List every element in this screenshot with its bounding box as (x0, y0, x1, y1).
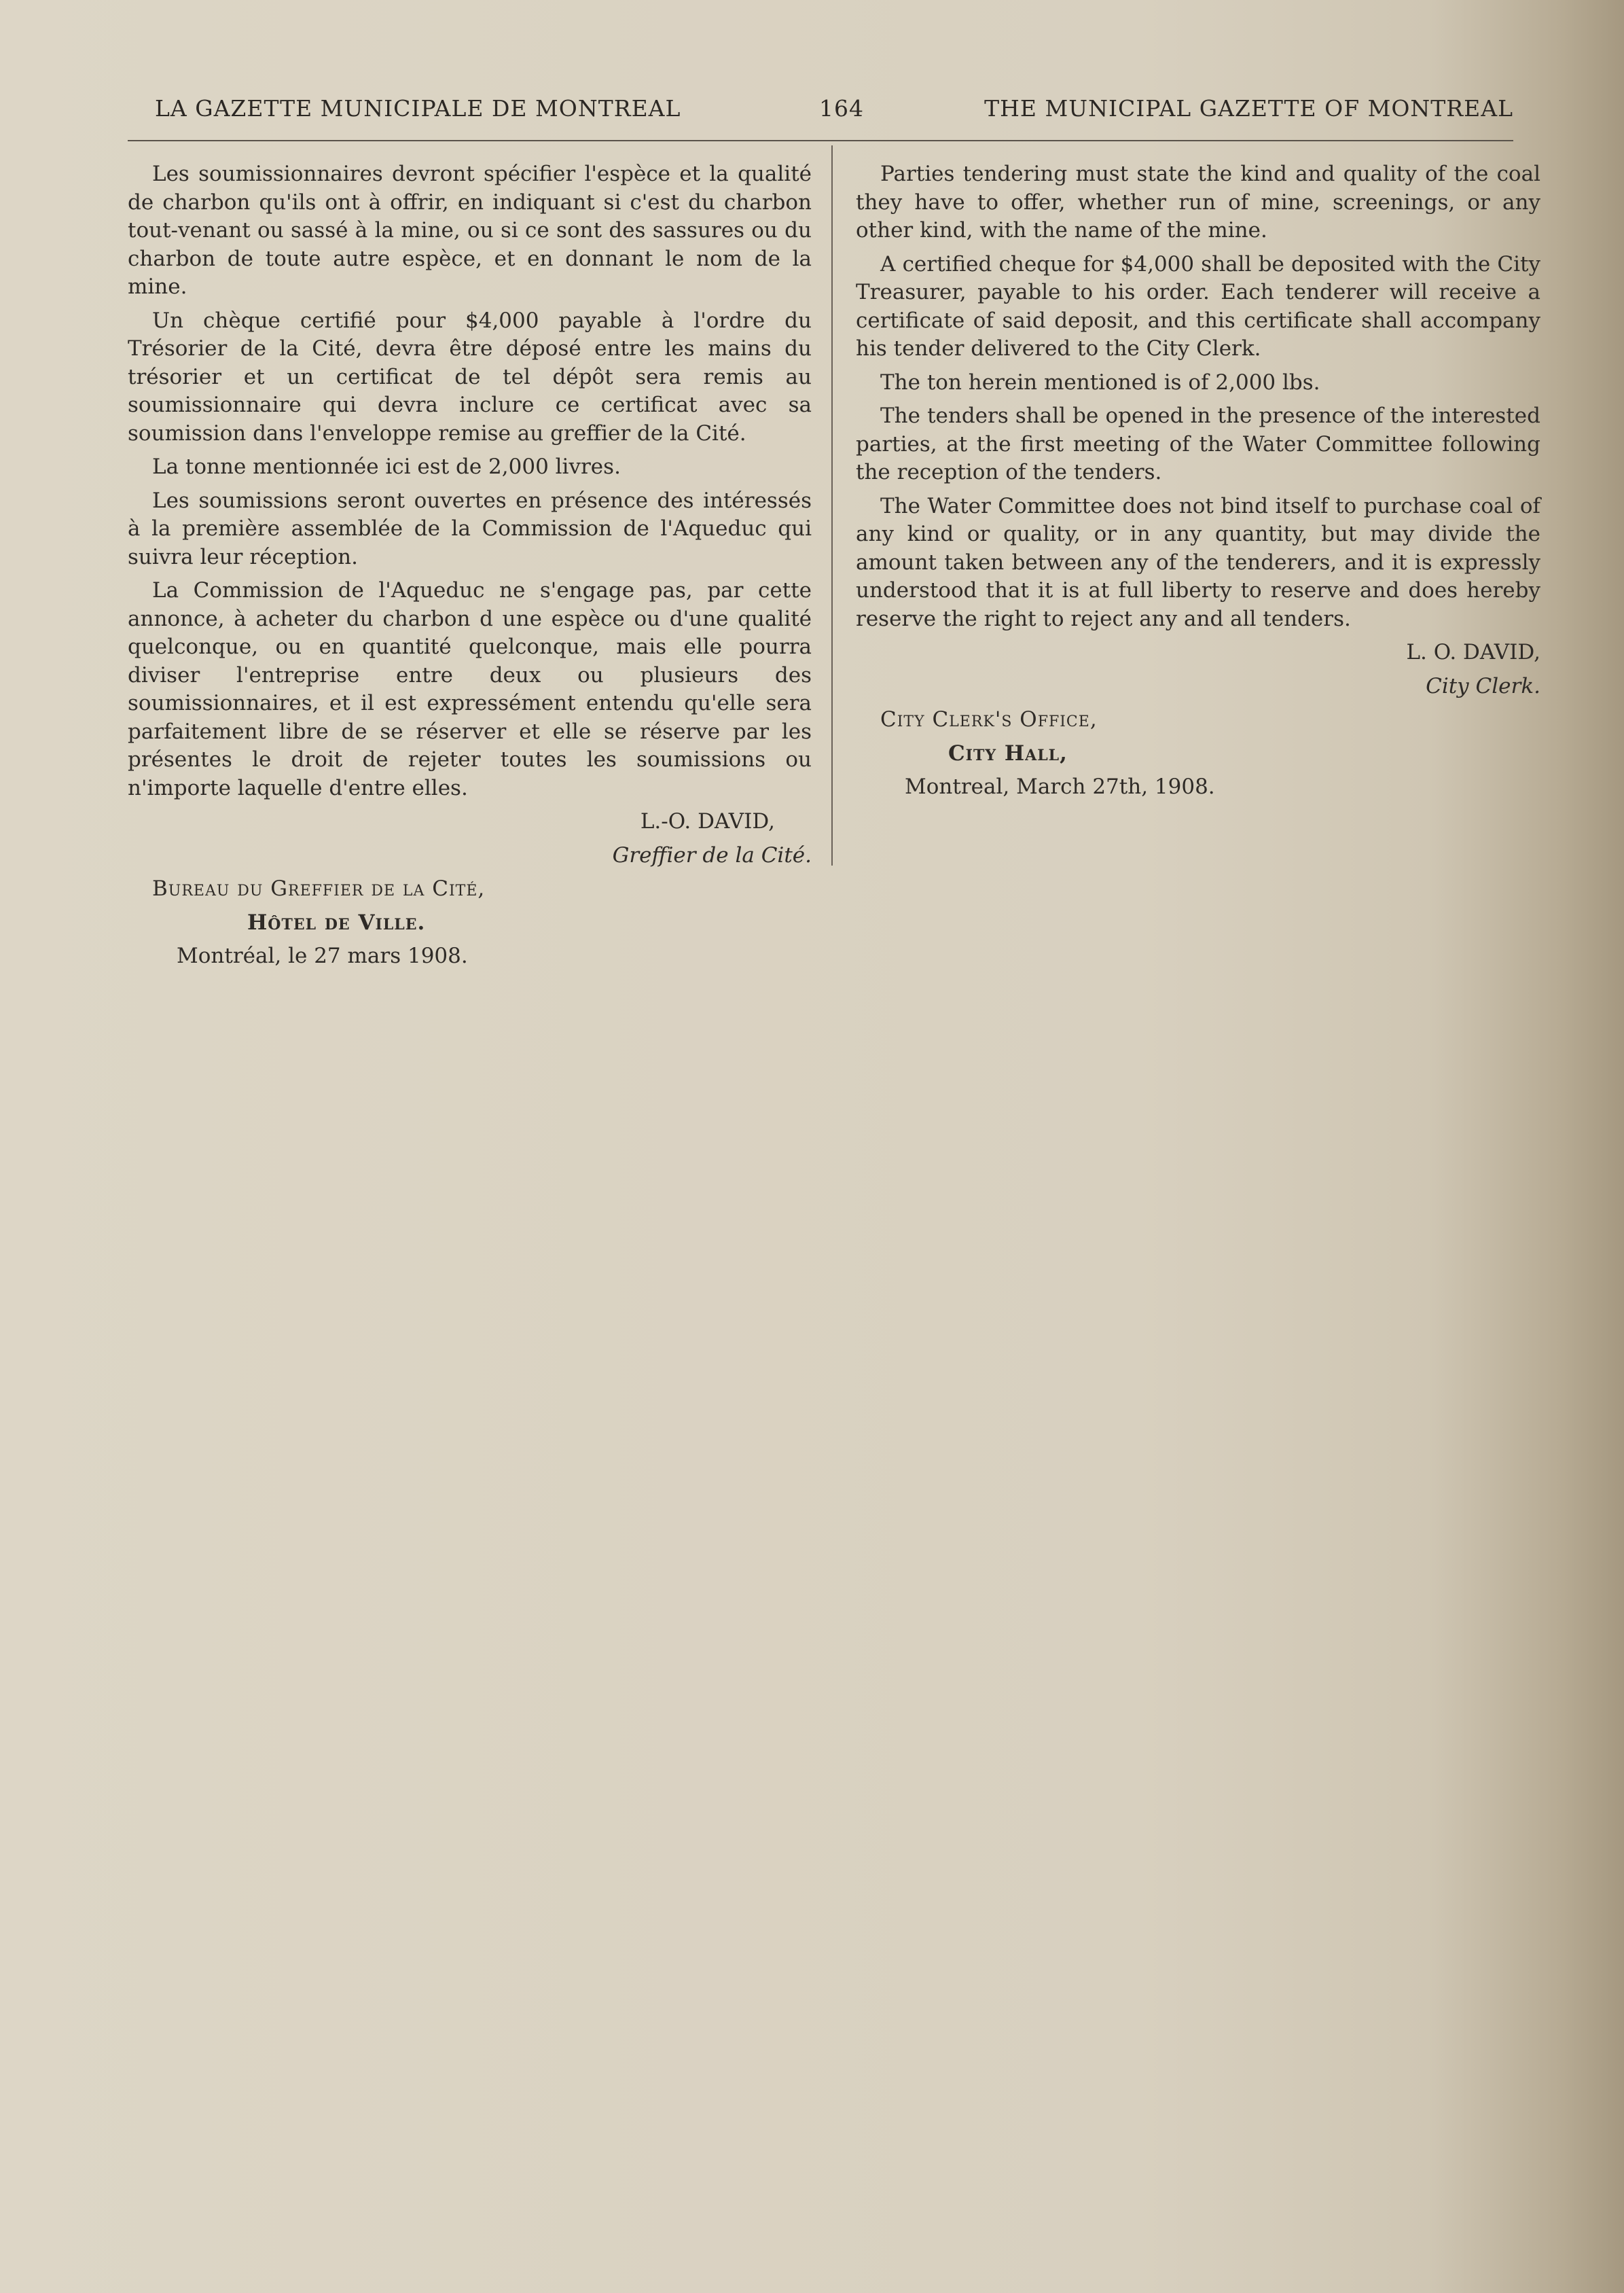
english-paragraph: A certified cheque for $4,000 shall be deposited with the City Treasurer, payable to his order. Each tenderer will receive a certificate of said deposit, and this certificate shall accompany his tender delivered to the City Clerk. (856, 251, 1540, 361)
english-office: City Clerk's Office, (880, 707, 1098, 732)
english-paragraph: The ton herein mentioned is of 2,000 lbs. (880, 370, 1320, 395)
french-signature-name: L.-O. DAVID, (640, 809, 775, 834)
header-rule (128, 140, 1513, 141)
header-title-french: LA GAZETTE MUNICIPALE DE MONTREAL (155, 95, 681, 122)
english-signature-name: L. O. DAVID, (1406, 640, 1540, 664)
french-paragraph: Les soumissionnaires devront spécifier l'espèce et la qualité de charbon qu'ils ont à offrir, en indiquant si c'est du charbon tout-venant ou sassé à la mine, ou si ce sont des sassures ou du charbon de toute autre espèce, et en donnant le nom de la mine. (128, 162, 812, 299)
french-paragraph: Les soumissions seront ouvertes en présence des intéressés à la première assemblée de la Commission de l'Aqueduc qui suivra leur réception. (128, 488, 812, 569)
english-paragraph: The Water Committee does not bind itself to purchase coal of any kind or quality, or in any quantity, but may divide the amount taken between any of the tenderers, and it is expressly understood that it is at full liberty to reserve and does hereby reserve the right to reject any and all tenders. (856, 493, 1540, 631)
french-paragraph: La Commission de l'Aqueduc ne s'engage pas, par cette annonce, à acheter du charbon d une espèce ou d'une qualité quelconque, ou en quantité quelconque, mais elle pourra diviser l'entreprise entre deux ou plusieurs des soumissionnaires, et il est expressément entendu qu'elle sera parfaitement libre de se réserver et elle se réserve par les présentes le droit de rejeter toutes les soumissions ou n'importe laquelle d'entre elles. (128, 578, 812, 800)
french-signature-title: Greffier de la Cité. (612, 842, 812, 868)
english-hall: City Hall, (948, 741, 1068, 766)
french-paragraph: La tonne mentionnée ici est de 2,000 livres. (152, 455, 621, 479)
english-signature-title: City Clerk. (1426, 673, 1540, 698)
french-paragraph: Un chèque certifié pour $4,000 payable à l'ordre du Trésorier de la Cité, devra être déposé entre les mains du trésorier et un certificat de tel dépôt sera remis au soumissionnaire qui devra inclure ce certificat avec sa soumission dans l'enveloppe remise au greffier de la Cité. (128, 308, 812, 446)
english-paragraph: The tenders shall be opened in the presence of the interested parties, at the first meeting of the Water Committee following the reception of the tenders. (856, 404, 1540, 484)
french-column (128, 160, 812, 976)
column-divider (831, 145, 833, 866)
french-hall: Hôtel de Ville. (247, 910, 426, 935)
french-date: Montréal, le 27 mars 1908. (177, 944, 468, 968)
french-office: Bureau du Greffier de la Cité, (152, 876, 486, 901)
english-paragraph: Parties tendering must state the kind and quality of the coal they have to offer, whether run of mine, screenings, or any other kind, with the name of the mine. (856, 162, 1540, 243)
header-title-english: THE MUNICIPAL GAZETTE OF MONTREAL (984, 95, 1513, 122)
english-column (856, 160, 1540, 807)
english-date: Montreal, March 27th, 1908. (905, 775, 1215, 799)
page-number: 164 (819, 95, 864, 122)
page-header (128, 95, 1513, 129)
